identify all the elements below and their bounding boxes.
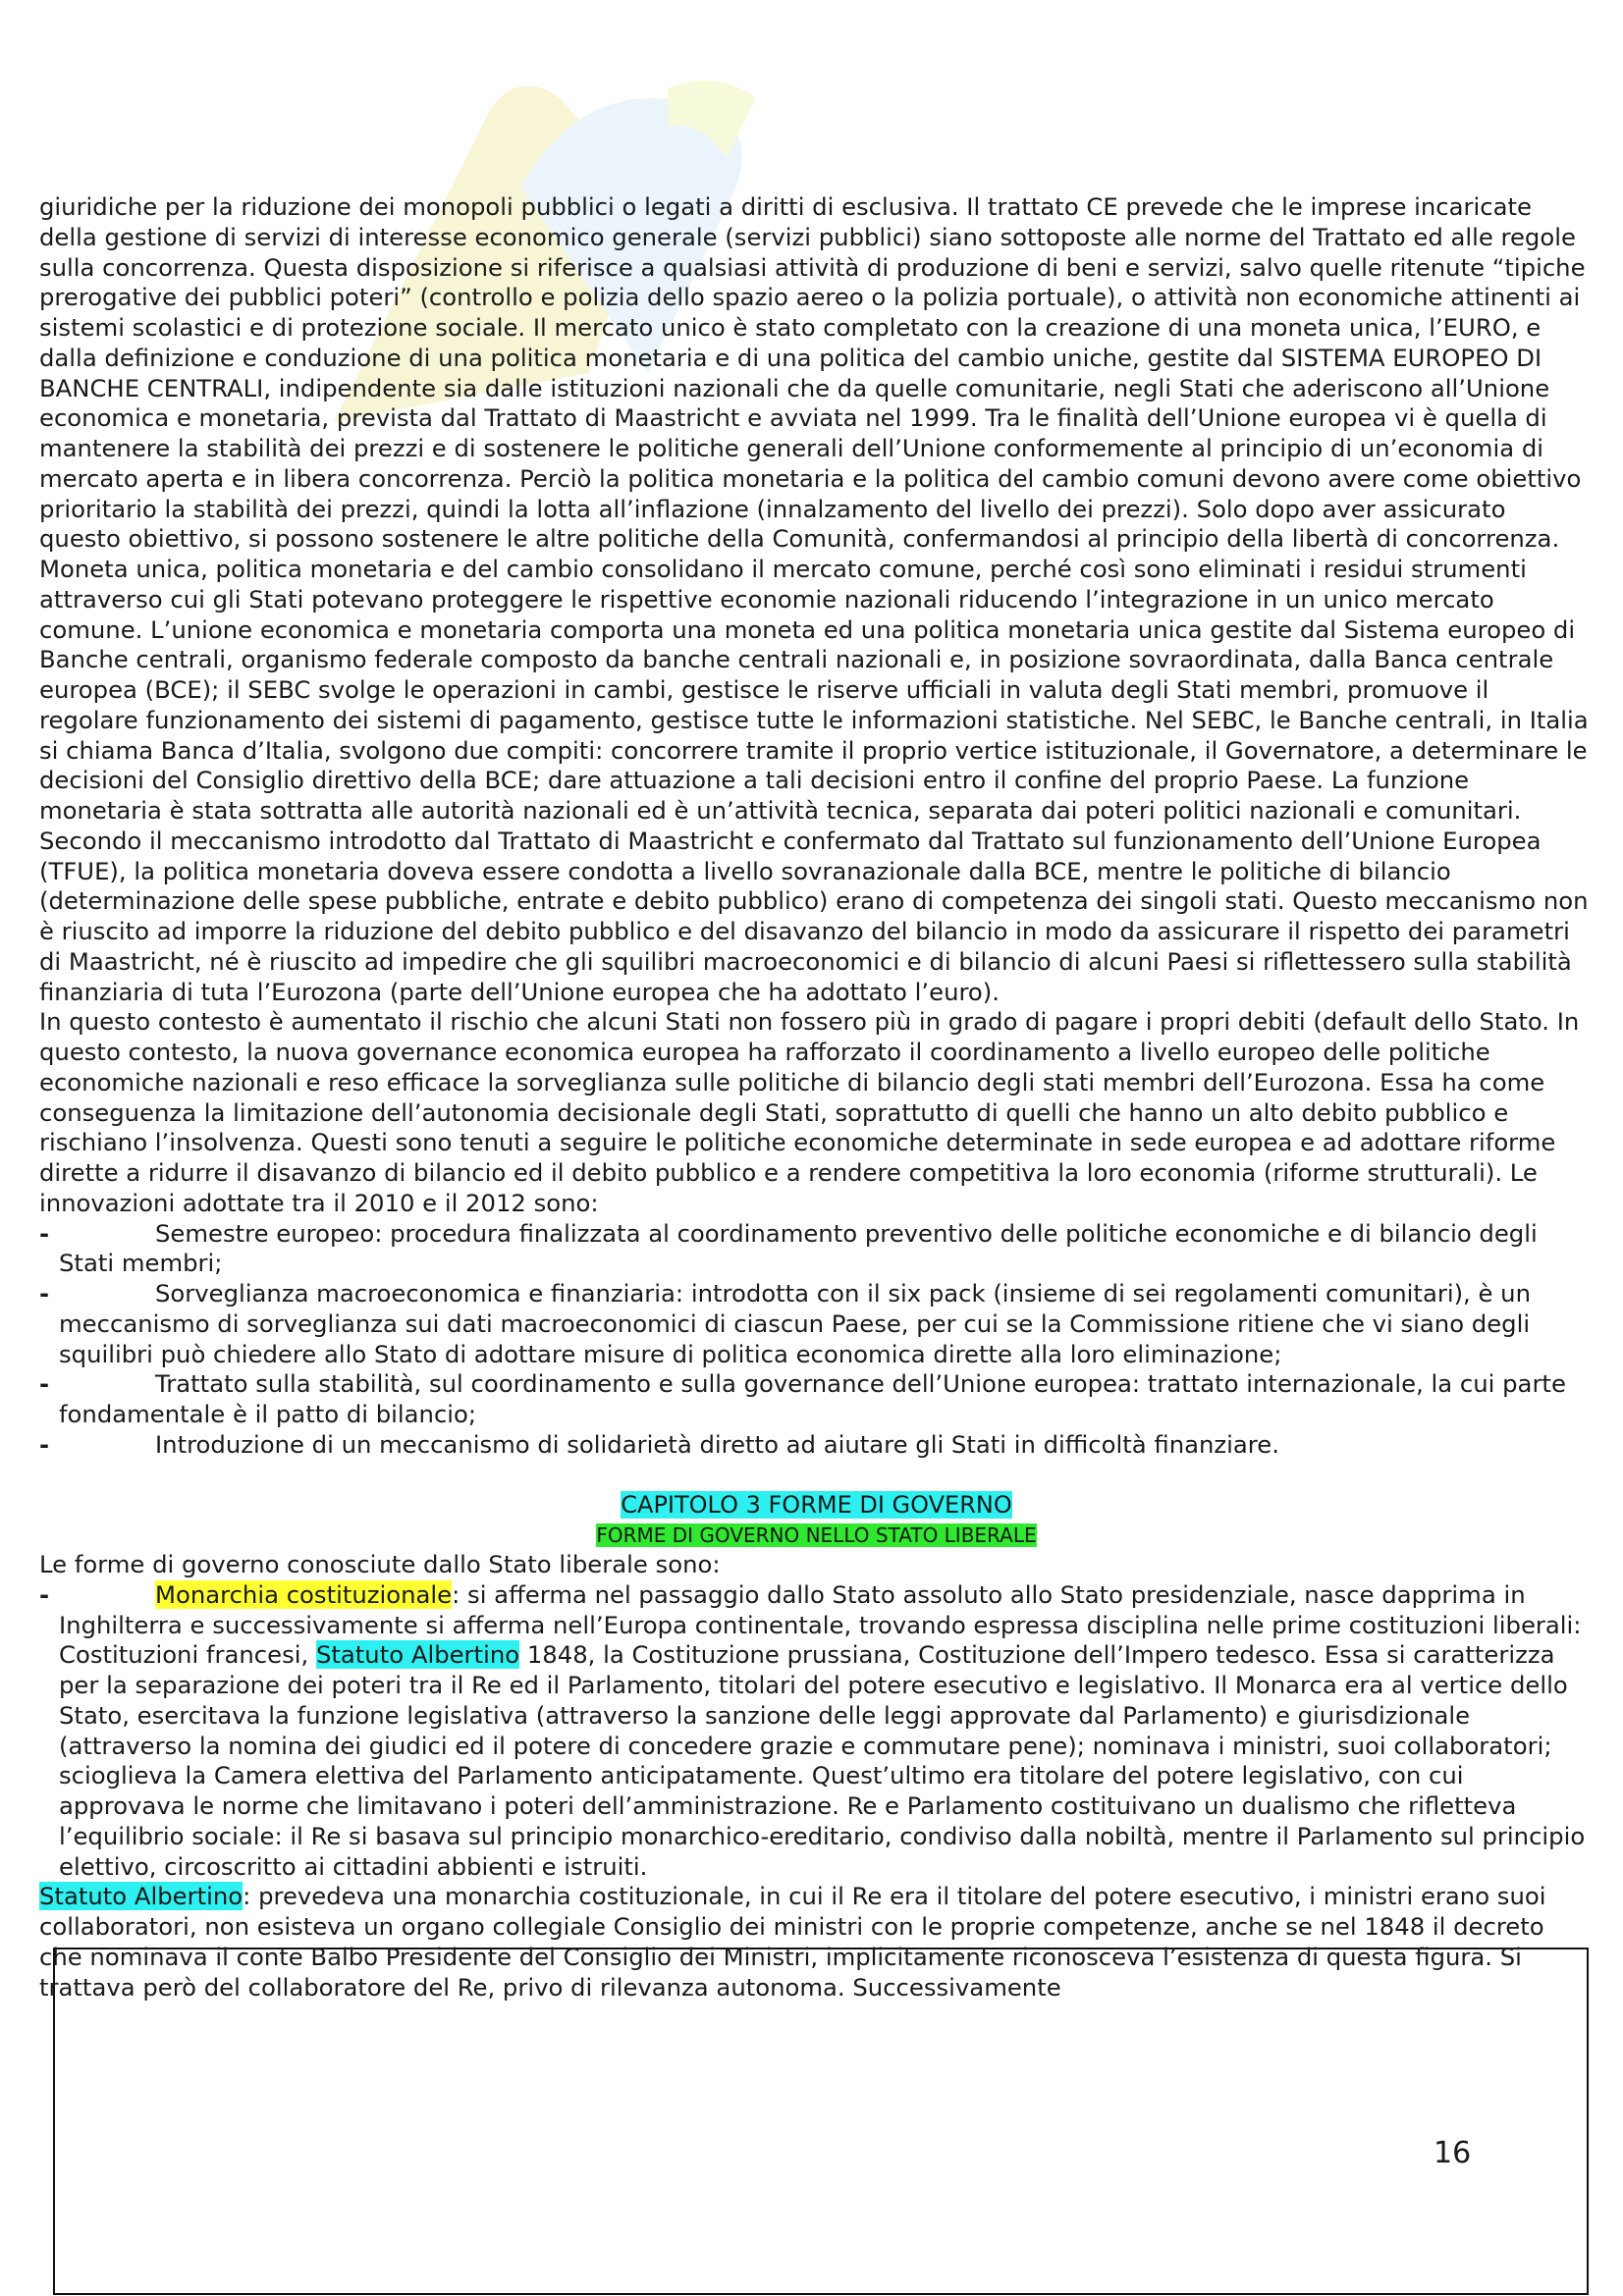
document-page (39, 192, 1594, 2002)
monarchia-term: Monarchia costituzionale (155, 1579, 453, 1609)
list-item-text: Trattato sulla stabilità, sul coordinamento e sulla governance dell’Unione europea: trattato internazionale, la cui parte fondamentale è il patto di bilancio; (59, 1369, 1566, 1428)
paragraph-mercato-unico: giuridiche per la riduzione dei monopoli pubblici o legati a diritti di esclusiva. Il trattato CE prevede che le imprese incaricate della gestione di servizi di interesse economico generale (servizi pubblici) siano sottoposte alle norme del Trattato ed alle regole sulla concorrenza. Questa disposizione si riferisce a qualsiasi attività di produzione di beni e servizi, salvo quelle ritenute “tipiche prerogative dei pubblici poteri” (controllo e polizia dello spazio aereo o la polizia portuale), o attività non economiche attinenti ai sistemi scolastici e di protezione sociale. Il mercato unico è stato completato con la creazione di una moneta unica, l’EURO, e dalla definizione e conduzione di una politica monetaria e di una politica del cambio uniche, gestite dal SISTEMA EUROPEO DI BANCHE CENTRALI, indipendente sia dalle istituzioni nazionali che da quelle comunitarie, negli Stati che aderiscono all’Unione economica e monetaria, prevista dal Trattato di Maastricht e avviata nel 1999. Tra le finalità dell’Unione europea vi è quella di mantenere la stabilità dei prezzi e di sostenere le politiche generali dell’Unione conformemente al principio di un’economia di mercato aperta e in libera concorrenza. Perciò la politica monetaria e la politica del cambio comuni devono avere come obiettivo prioritario la stabilità dei prezzi, quindi la lotta all’inflazione (innalzamento del livello dei prezzi). Solo dopo aver assicurato questo obiettivo, si possono sostenere le altre politiche della Comunità, confermandosi al principio della libertà di concorrenza. Moneta unica, politica monetaria e del cambio consolidano il mercato comune, perché così sono eliminati i residui strumenti attraverso cui gli Stati potevano proteggere le rispettive economie nazionali riducendo l’integrazione in un unico mercato comune. L’unione economica e monetaria comporta una moneta ed una politica monetaria unica gestite dal Sistema europeo di Banche centrali, organismo federale composto da banche centrali nazionali e, in posizione sovraordinata, dalla Banca centrale europea (BCE); il SEBC svolge le operazioni in cambi, gestisce le riserve ufficiali in valuta degli Stati membri, promuove il regolare funzionamento dei sistemi di pagamento, gestisce tutte le informazioni statistiche. Nel SEBC, le Banche centrali, in Italia si chiama Banca d’Italia, svolgono due compiti: concorrere tramite il proprio vertice istituzionale, il Governatore, a determinare le decisioni del Consiglio direttivo della BCE; dare attuazione a tali decisioni entro il confine del proprio Paese. La funzione monetaria è stata sottratta alle autorità nazionali ed è un’attività tecnica, separata dai poteri politici nazionali e comunitari. (39, 192, 1589, 825)
chapter-title: CAPITOLO 3 FORME DI GOVERNO (621, 1490, 1012, 1519)
chapter-subtitle: FORME DI GOVERNO NELLO STATO LIBERALE (596, 1523, 1037, 1548)
statuto-text: : prevedeva una monarchia costituzionale, in cui il Re era il titolare del potere esecutivo, i ministri erano suoi collaboratori, non esisteva un organo collegiale Consiglio dei ministri con le proprie competenze, anche se nel 1848 il decreto che nominava il conte Balbo Presidente del Consiglio dei Ministri, implicitamente riconosceva l’esistenza di questa figura. Si trattava però del collaboratore del Re, privo di rilevanza autonoma. Successivamente (39, 1882, 1546, 2002)
paragraph-governance: In questo contesto è aumentato il rischio che alcuni Stati non fossero più in grado di pagare i propri debiti (default dello Stato. In questo contesto, la nuova governance economica europea ha rafforzato il coordinamento a livello europeo delle politiche economiche nazionali e reso efficace la sorveglianza sulle politiche di bilancio degli stati membri dell’Eurozona. Essa ha come conseguenza la limitazione dell’autonomia decisionale degli Stati, soprattutto di quelli che hanno un alto debito pubblico e rischiano l’insolvenza. Questi sono tenuti a seguire le politiche economiche determinate in sede europea e ad adottare riforme dirette a ridurre il disavanzo di bilancio ed il debito pubblico e a rendere competitiva la loro economia (riforme strutturali). Le innovazioni adottate tra il 2010 e il 2012 sono: (39, 1007, 1580, 1217)
bullet-dash: - (39, 1279, 50, 1308)
bullet-dash: - (39, 1579, 50, 1609)
list-item-text: Semestre europeo: procedura finalizzata al coordinamento preventivo delle politiche economiche e di bilancio degli Stati membri; (59, 1218, 1538, 1278)
chapter-heading (39, 1490, 1594, 1551)
list-item-semestre (39, 1219, 1594, 1280)
list-item-monarchia (39, 1580, 1594, 1883)
bullet-dash: - (39, 1218, 50, 1248)
list-item-sorveglianza (39, 1279, 1594, 1369)
forms-intro: Le forme di governo conosciute dallo Stato liberale sono: (39, 1550, 721, 1578)
list-item-trattato (39, 1369, 1594, 1430)
statuto-albertino-term: Statuto Albertino (39, 1882, 243, 1911)
page-number: 16 (1434, 2136, 1472, 2170)
paragraph-maastricht: Secondo il meccanismo introdotto dal Trattato di Maastricht e confermato dal Trattato sul funzionamento dell’Unione Europea (TFUE), la politica monetaria doveva essere condotta a livello sovranazionale dalla BCE, mentre le politiche di bilancio (determinazione delle spese pubbliche, entrate e debito pubblico) erano di competenza dei singoli stati. Questo meccanismo non è riuscito ad imporre la riduzione del debito pubblico e del disavanzo del bilancio in modo da assicurare il rispetto dei parametri di Maastricht, né è riuscito ad impedire che gli squilibri macroeconomici e di bilancio di alcuni Paesi si riflettessero sulla stabilità finanziaria di tuta l’Eurozona (parte dell’Unione europea che ha adottato l’euro). (39, 826, 1589, 1006)
monarchia-text-b: 1848, la Costituzione prussiana, Costituzione dell’Impero tedesco. Essa si caratterizza per la separazione dei poteri tra il Re ed il Parlamento, titolari del potere esecutivo e legislativo. Il Monarca era al vertice dello Stato, esercitava la funzione legislativa (attraverso la sanzione delle leggi approvate dal Parlamento) e giurisdizionale (attraverso la nomina dei giudici ed il potere di concedere grazie e commutare pene); nominava i ministri, suoi collaboratori; scioglieva la Camera elettiva del Parlamento anticipatamente. Quest’ultimo era titolare del potere legislativo, con cui approvava le norme che limitavano i poteri dell’amministrazione. Re e Parlamento costituivano un dualismo che rifletteva l’equilibrio sociale: il Re si basava sul principio monarchico-ereditario, condiviso dalla nobiltà, mentre il Parlamento sul principio elettivo, circoscritto ai cittadini abbienti e istruiti. (59, 1640, 1586, 1881)
list-item-solidarieta (39, 1430, 1594, 1461)
statuto-paragraph (39, 1882, 1594, 2002)
bullet-dash: - (39, 1369, 50, 1399)
bullet-dash: - (39, 1429, 50, 1459)
list-item-text: Sorveglianza macroeconomica e finanziaria: introdotta con il six pack (insieme di sei regolamenti comunitari), è un meccanismo di sorveglianza sui dati macroeconomici di ciascun Paese, per cui se la Commissione ritiene che vi siano degli squilibri può chiedere allo Stato di adottare misure di politica economica dirette alla loro eliminazione; (59, 1279, 1531, 1368)
monarchia-text-a: : si afferma nel passaggio dallo Stato assoluto allo Stato presidenziale, nasce dapprima in Inghilterra e successivamente si afferma nell’Europa continentale, trovando espressa disciplina nelle prime costituzioni liberali: Costituzioni francesi, (59, 1579, 1582, 1670)
statuto-albertino-term-inline: Statuto Albertino (315, 1640, 520, 1670)
list-item-text: Introduzione di un meccanismo di solidarietà diretto ad aiutare gli Stati in difficoltà finanziare. (155, 1429, 1279, 1459)
